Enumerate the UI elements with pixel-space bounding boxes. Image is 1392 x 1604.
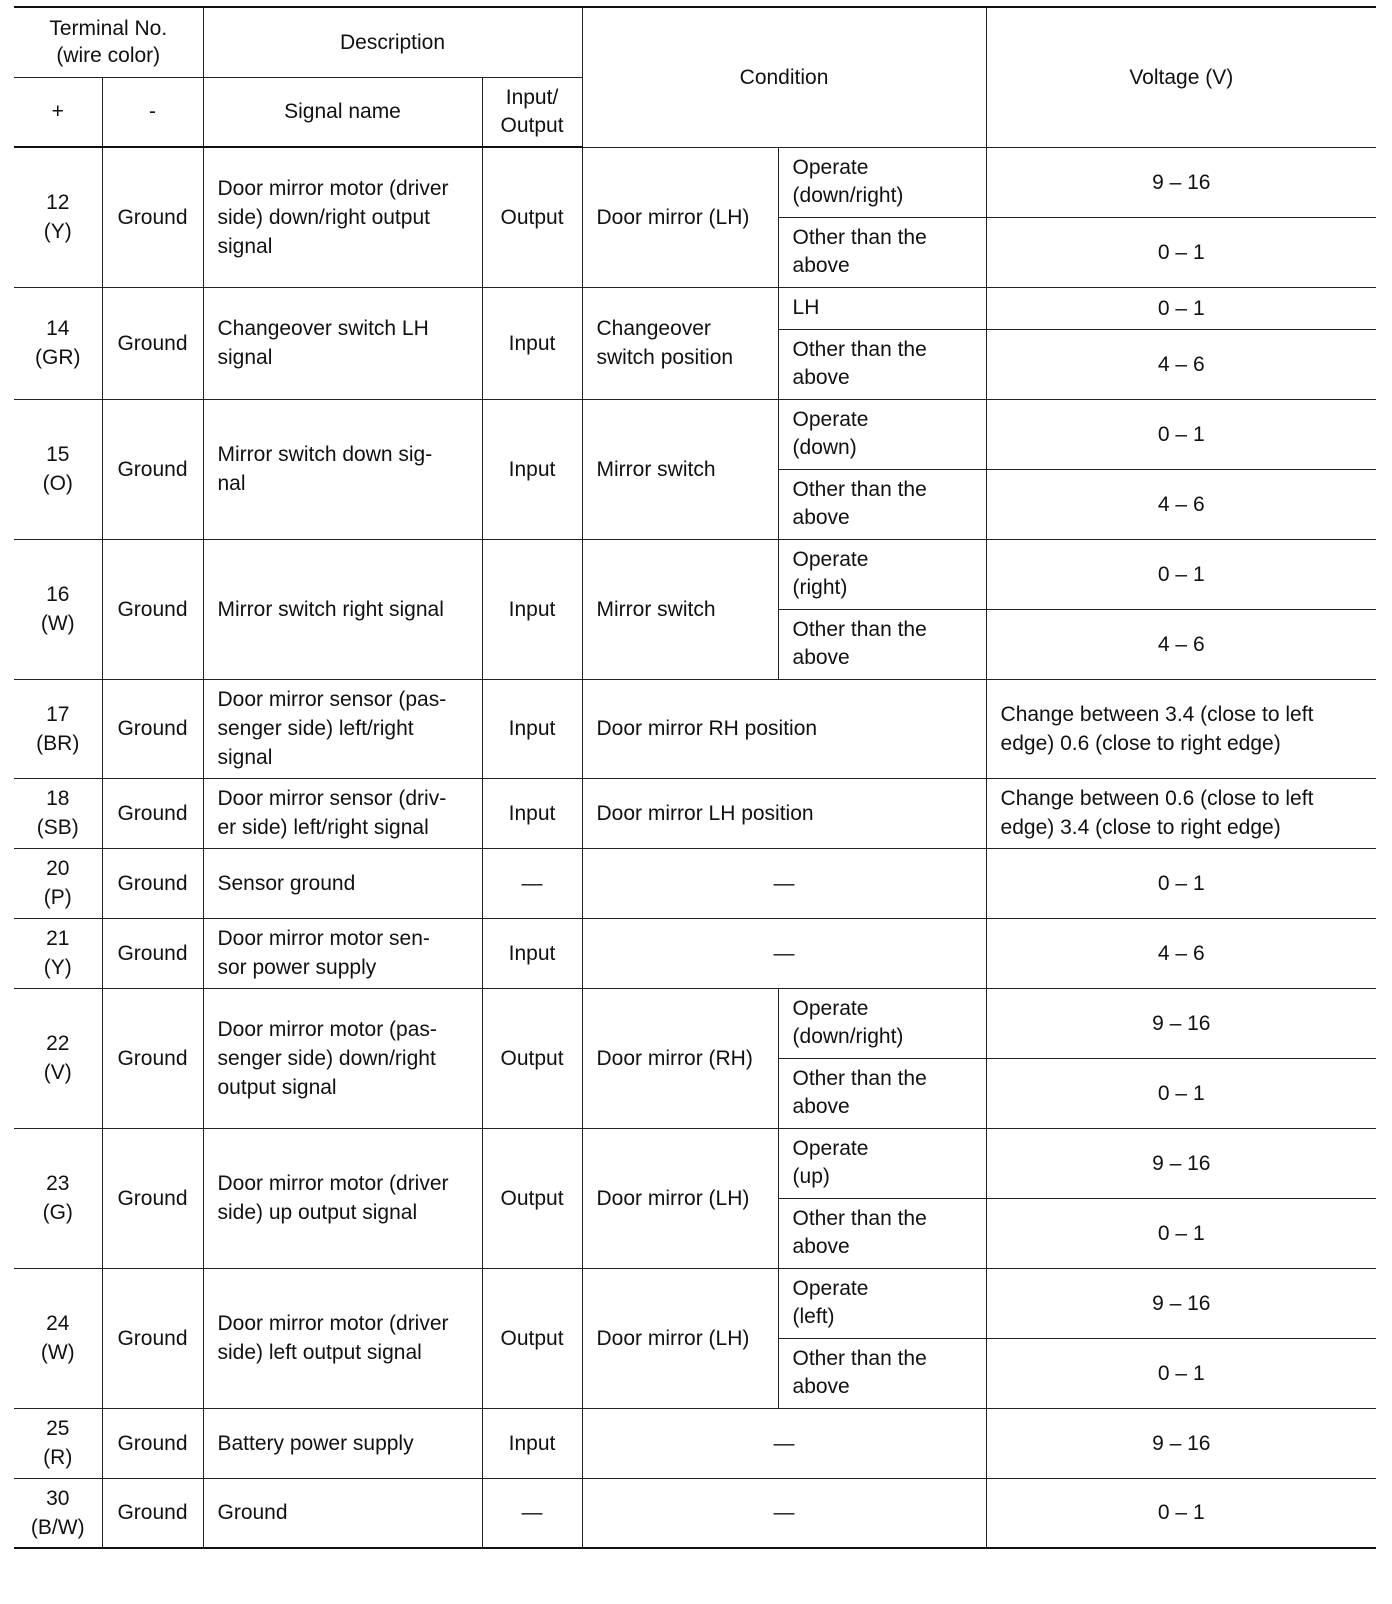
condition-cell: Door mirror (LH): [582, 147, 778, 287]
terminal-number: 15 (O): [14, 399, 102, 539]
table-row: [14, 399, 1376, 469]
terminal-number: 22 (V): [14, 988, 102, 1128]
table-row: [14, 918, 1376, 988]
ground-terminal: Ground: [102, 778, 203, 848]
input-output: Input: [482, 287, 582, 399]
voltage-value: 9 – 16: [986, 147, 1376, 217]
condition-cell: Door mirror LH position: [582, 778, 986, 848]
header-minus: -: [102, 77, 203, 147]
header-voltage: Voltage (V): [986, 7, 1376, 147]
signal-name: Ground: [203, 1478, 482, 1548]
condition-cell: Door mirror RH position: [582, 679, 986, 778]
table-row: [14, 778, 1376, 848]
terminal-voltage-table: [14, 6, 1376, 1549]
condition-cell: Door mirror (LH): [582, 1268, 778, 1408]
input-output: Output: [482, 1128, 582, 1268]
table-row: [14, 147, 1376, 217]
voltage-value: 0 – 1: [986, 1338, 1376, 1408]
terminal-number: 30 (B/W): [14, 1478, 102, 1548]
voltage-value: Change between 3.4 (close to left edge) 0.6 (close to right edge): [986, 679, 1376, 778]
input-output: —: [482, 1478, 582, 1548]
condition-state: Other than the above: [778, 1338, 986, 1408]
signal-name: Battery power supply: [203, 1408, 482, 1478]
terminal-number: 18 (SB): [14, 778, 102, 848]
header-input-output: Input/ Output: [482, 77, 582, 147]
signal-name: Mirror switch right signal: [203, 539, 482, 679]
ground-terminal: Ground: [102, 988, 203, 1128]
voltage-value: Change between 0.6 (close to left edge) 3.4 (close to right edge): [986, 778, 1376, 848]
signal-name: Mirror switch down sig- nal: [203, 399, 482, 539]
signal-name: Door mirror sensor (pas- senger side) left/right signal: [203, 679, 482, 778]
input-output: Input: [482, 399, 582, 539]
table-row: [14, 848, 1376, 918]
ground-terminal: Ground: [102, 1408, 203, 1478]
input-output: Input: [482, 778, 582, 848]
terminal-number: 14 (GR): [14, 287, 102, 399]
terminal-number: 17 (BR): [14, 679, 102, 778]
signal-name: Door mirror motor (driver side) left output signal: [203, 1268, 482, 1408]
ground-terminal: Ground: [102, 1268, 203, 1408]
voltage-value: 9 – 16: [986, 1408, 1376, 1478]
voltage-value: 0 – 1: [986, 217, 1376, 287]
terminal-number: 20 (P): [14, 848, 102, 918]
terminal-number: 24 (W): [14, 1268, 102, 1408]
voltage-value: 0 – 1: [986, 1478, 1376, 1548]
signal-name: Door mirror motor sen- sor power supply: [203, 918, 482, 988]
condition-state: Other than the above: [778, 609, 986, 679]
table-row: [14, 1408, 1376, 1478]
ground-terminal: Ground: [102, 1478, 203, 1548]
signal-name: Sensor ground: [203, 848, 482, 918]
input-output: Output: [482, 988, 582, 1128]
condition-cell: Mirror switch: [582, 539, 778, 679]
signal-name: Changeover switch LH signal: [203, 287, 482, 399]
voltage-value: 9 – 16: [986, 1268, 1376, 1338]
ground-terminal: Ground: [102, 918, 203, 988]
header-plus: +: [14, 77, 102, 147]
condition-state: Operate (up): [778, 1128, 986, 1198]
input-output: Input: [482, 539, 582, 679]
condition-state: Other than the above: [778, 1198, 986, 1268]
condition-cell: —: [582, 1478, 986, 1548]
signal-name: Door mirror motor (driver side) down/right output signal: [203, 147, 482, 287]
input-output: Input: [482, 679, 582, 778]
condition-state: Operate (down/right): [778, 147, 986, 217]
ground-terminal: Ground: [102, 399, 203, 539]
terminal-number: 21 (Y): [14, 918, 102, 988]
voltage-value: 4 – 6: [986, 609, 1376, 679]
voltage-value: 0 – 1: [986, 848, 1376, 918]
voltage-value: 0 – 1: [986, 1198, 1376, 1268]
terminal-number: 25 (R): [14, 1408, 102, 1478]
table-row: [14, 539, 1376, 609]
condition-state: Operate (down/right): [778, 988, 986, 1058]
voltage-value: 0 – 1: [986, 399, 1376, 469]
voltage-value: 0 – 1: [986, 287, 1376, 329]
voltage-value: 9 – 16: [986, 1128, 1376, 1198]
condition-state: Operate (left): [778, 1268, 986, 1338]
input-output: Input: [482, 918, 582, 988]
condition-cell: —: [582, 1408, 986, 1478]
ground-terminal: Ground: [102, 848, 203, 918]
condition-cell: Changeover switch position: [582, 287, 778, 399]
condition-cell: —: [582, 848, 986, 918]
condition-cell: Door mirror (RH): [582, 988, 778, 1128]
condition-state: Operate (down): [778, 399, 986, 469]
terminal-table-wrapper: [14, 6, 1376, 1549]
input-output: Output: [482, 147, 582, 287]
signal-name: Door mirror motor (pas- senger side) down/right output signal: [203, 988, 482, 1128]
ground-terminal: Ground: [102, 539, 203, 679]
header-terminal-no: Terminal No. (wire color): [14, 7, 203, 77]
terminal-number: 16 (W): [14, 539, 102, 679]
condition-state: Other than the above: [778, 329, 986, 399]
ground-terminal: Ground: [102, 147, 203, 287]
voltage-value: 0 – 1: [986, 1058, 1376, 1128]
input-output: Output: [482, 1268, 582, 1408]
condition-state: Other than the above: [778, 217, 986, 287]
table-row: [14, 988, 1376, 1058]
ground-terminal: Ground: [102, 1128, 203, 1268]
table-row: [14, 679, 1376, 778]
voltage-value: 4 – 6: [986, 918, 1376, 988]
terminal-number: 12 (Y): [14, 147, 102, 287]
input-output: —: [482, 848, 582, 918]
table-row: [14, 1128, 1376, 1198]
condition-state: Operate (right): [778, 539, 986, 609]
signal-name: Door mirror sensor (driv- er side) left/right signal: [203, 778, 482, 848]
voltage-value: 4 – 6: [986, 469, 1376, 539]
condition-state: Other than the above: [778, 469, 986, 539]
condition-cell: Door mirror (LH): [582, 1128, 778, 1268]
header-condition: Condition: [582, 7, 986, 147]
terminal-number: 23 (G): [14, 1128, 102, 1268]
signal-name: Door mirror motor (driver side) up output signal: [203, 1128, 482, 1268]
condition-state: LH: [778, 287, 986, 329]
condition-cell: Mirror switch: [582, 399, 778, 539]
header-signal-name: Signal name: [203, 77, 482, 147]
voltage-value: 0 – 1: [986, 539, 1376, 609]
table-body: [14, 147, 1376, 1548]
header-description: Description: [203, 7, 582, 77]
input-output: Input: [482, 1408, 582, 1478]
ground-terminal: Ground: [102, 679, 203, 778]
condition-cell: —: [582, 918, 986, 988]
table-row: [14, 287, 1376, 329]
table-row: [14, 1478, 1376, 1548]
ground-terminal: Ground: [102, 287, 203, 399]
voltage-value: 9 – 16: [986, 988, 1376, 1058]
condition-state: Other than the above: [778, 1058, 986, 1128]
table-row: [14, 1268, 1376, 1338]
voltage-value: 4 – 6: [986, 329, 1376, 399]
